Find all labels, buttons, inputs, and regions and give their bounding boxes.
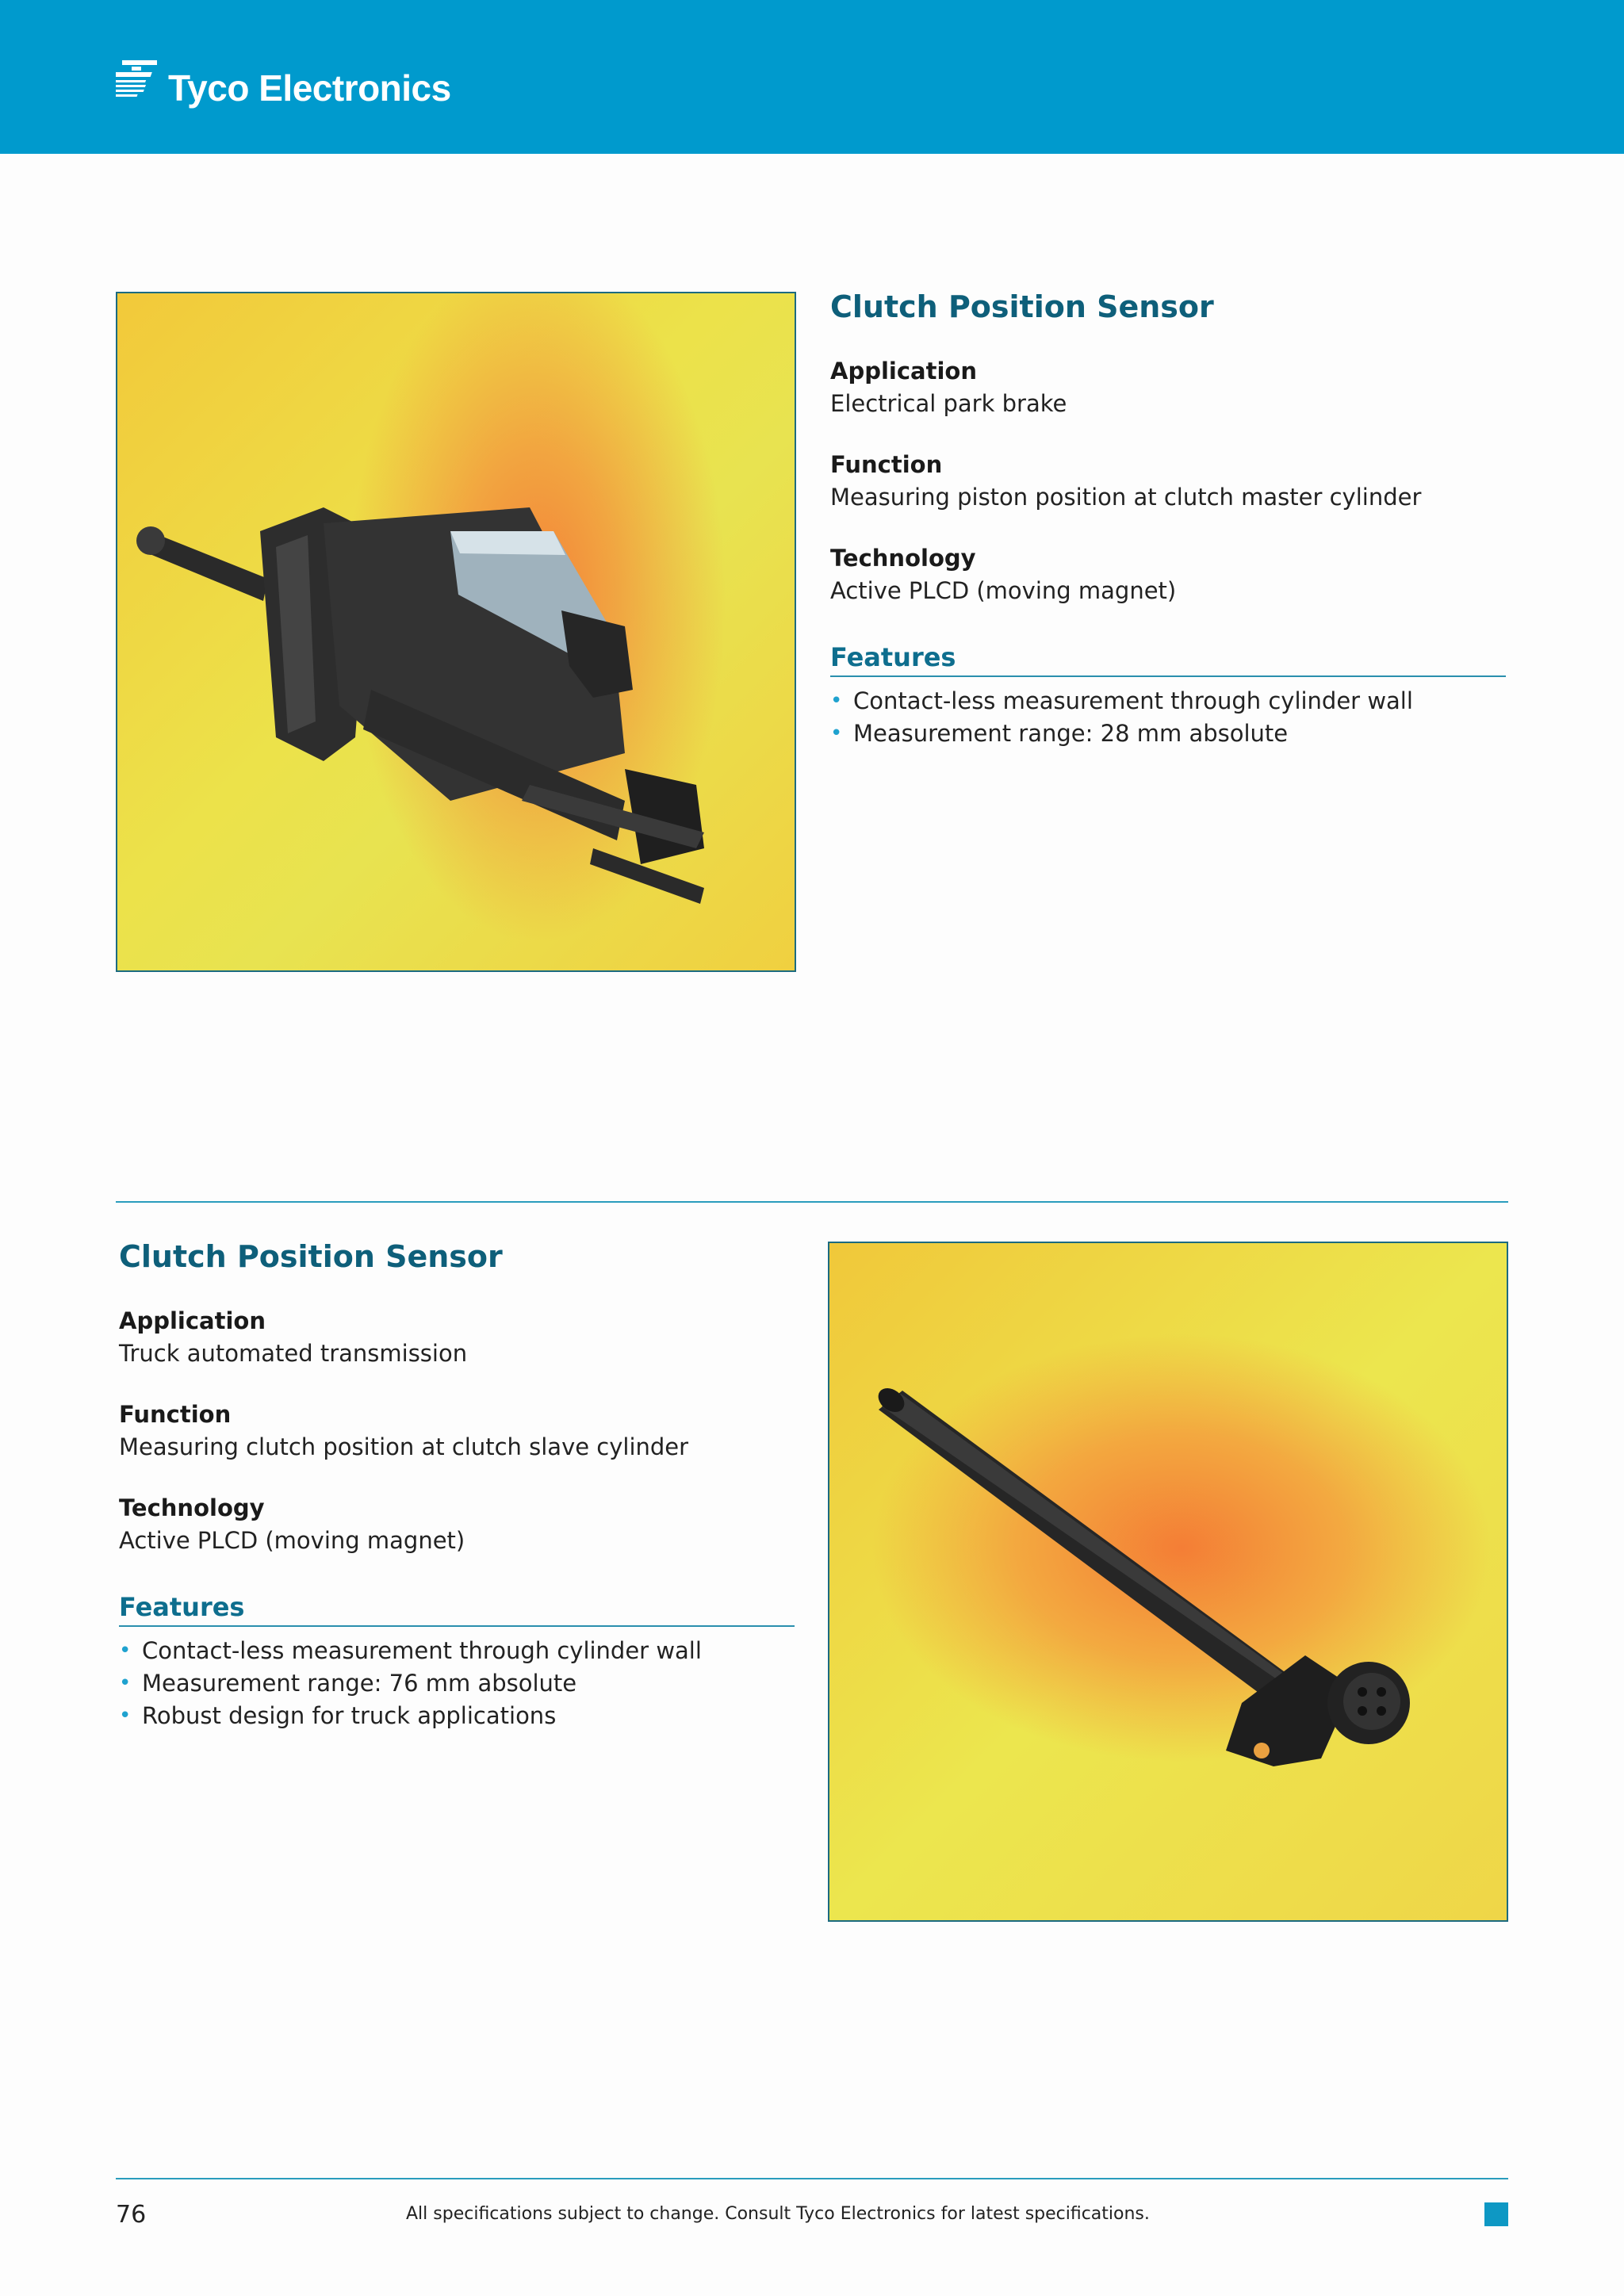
page-number: 76 [116,2201,147,2229]
footer-disclaimer: All specifications subject to change. Consult Tyco Electronics for latest specifications. [406,2204,1150,2224]
bullet-icon: • [119,1704,132,1728]
footer-divider [116,2178,1508,2179]
tyco-logo-icon [116,59,162,103]
product-photo-slave-cylinder-sensor [828,1242,1508,1922]
function-label: Function [119,1401,232,1428]
brand-logo [116,59,451,109]
bullet-icon: • [830,721,843,745]
technology-label: Technology [830,545,976,572]
section-divider [116,1201,1508,1203]
features-heading: Features [119,1590,795,1627]
product-title: Clutch Position Sensor [119,1239,503,1274]
features-heading: Features [830,641,1506,677]
sensor-spec-block-1 [830,287,1506,750]
application-label: Application [119,1307,266,1334]
list-item: • Measurement range: 76 mm absolute [119,1667,795,1700]
function-value: Measuring piston position at clutch master cylinder [830,484,1422,511]
list-item: • Contact-less measurement through cylinder wall [830,685,1506,718]
master-cylinder-sensor-illustration [117,293,796,972]
features-list [119,1635,795,1732]
bullet-icon: • [830,689,843,713]
brand-name: Tyco Electronics [168,67,451,109]
bullet-icon: • [119,1639,132,1663]
header-bar [0,0,1624,154]
sensor-spec-block-2 [119,1237,795,1732]
application-label: Application [830,358,977,385]
function-label: Function [830,451,943,478]
technology-value: Active PLCD (moving magnet) [119,1527,465,1554]
features-list [830,685,1506,750]
technology-value: Active PLCD (moving magnet) [830,577,1177,604]
technology-label: Technology [119,1494,265,1521]
product-title: Clutch Position Sensor [830,289,1214,324]
list-item: • Contact-less measurement through cylinder wall [119,1635,795,1667]
slave-cylinder-sensor-illustration [829,1243,1508,1922]
list-item: • Measurement range: 28 mm absolute [830,718,1506,750]
function-value: Measuring clutch position at clutch slave cylinder [119,1433,689,1460]
application-value: Electrical park brake [830,390,1067,417]
footer-square-icon [1484,2202,1508,2226]
application-value: Truck automated transmission [119,1340,468,1367]
list-item: • Robust design for truck applications [119,1700,795,1732]
bullet-icon: • [119,1671,132,1695]
product-photo-master-cylinder-sensor [116,292,796,972]
